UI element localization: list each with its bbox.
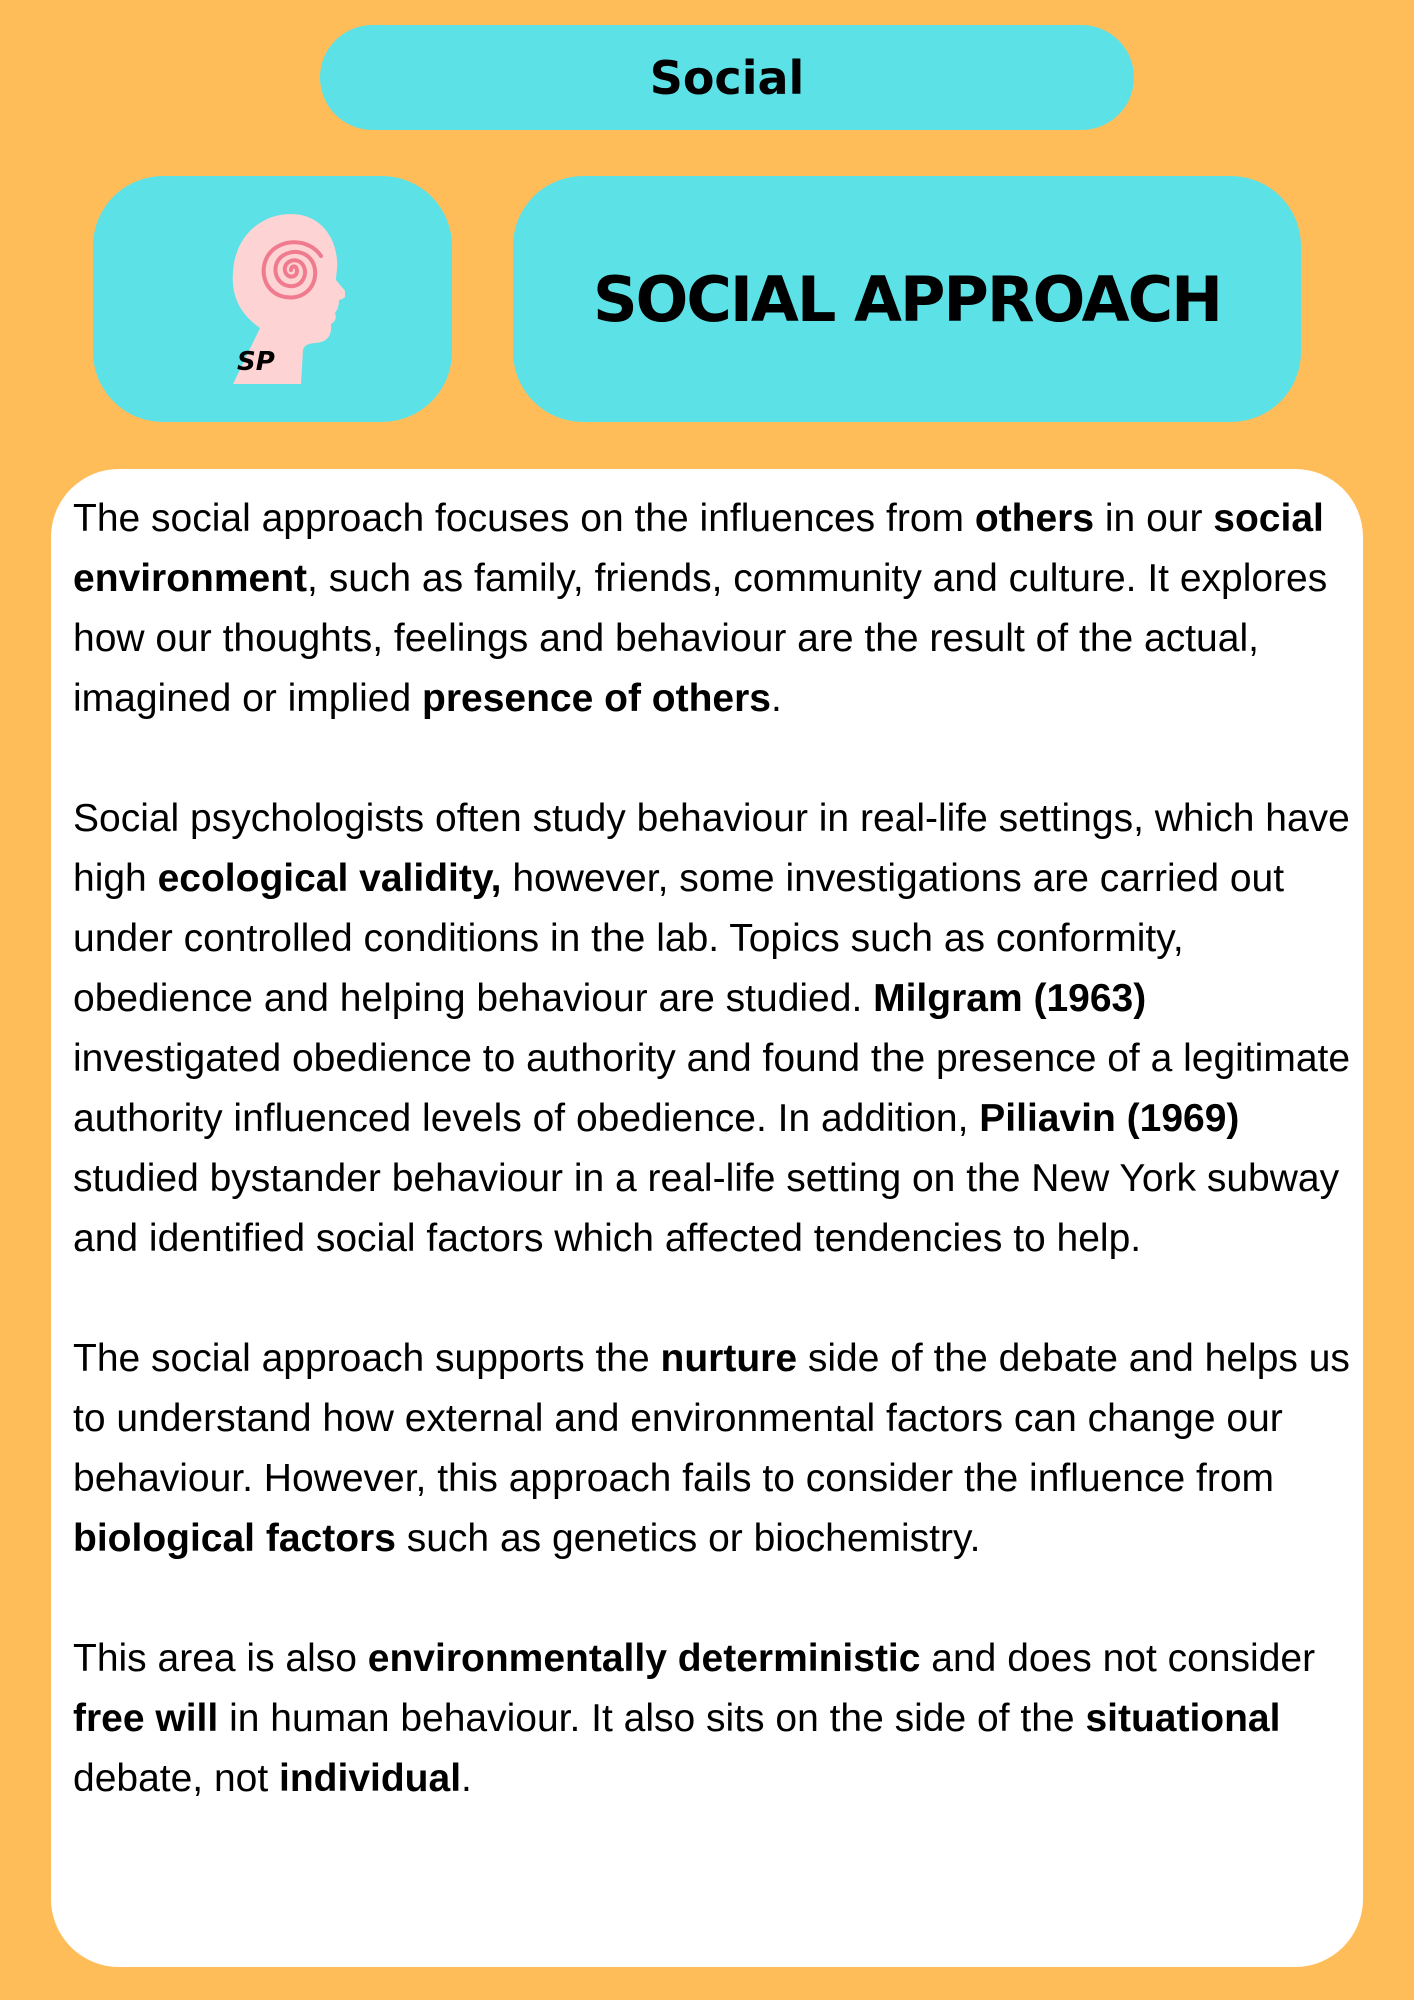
icon-initials: SP [237,347,275,377]
text-segment: Social psychologists often study behaviour in real-life settings, which have high [73,797,1350,900]
paragraph [73,1629,1353,1809]
bold-term: environmentally deterministic [367,1637,921,1680]
text-segment: however, some investigations are carried out under controlled conditions in the lab. Topics such as conformity, obedience and helping behaviour are studied. [73,857,1285,1020]
bold-term: ecological validity, [157,857,502,900]
bold-term: nurture [660,1337,798,1380]
title-panel [513,176,1301,422]
header-pill [320,25,1134,130]
text-segment: The social approach supports the [73,1337,661,1380]
bold-term: presence of others [422,677,771,720]
content-body [73,489,1353,1869]
bold-term: others [974,497,1095,540]
text-segment: . [770,677,782,720]
text-segment: The social approach focuses on the influences from [73,497,975,540]
paragraph [73,489,1353,729]
icon-panel [93,176,452,422]
bold-term: situational [1085,1697,1281,1740]
content-panel [51,469,1363,1967]
text-segment: This area is also [73,1637,368,1680]
text-segment: investigated obedience to authority and found the presence of a legitimate authority influenced levels of obedience. In addition, [73,1037,1351,1140]
bold-term: social environment [73,497,1324,600]
bold-term: biological factors [73,1517,396,1560]
text-segment: in our [1094,497,1214,540]
text-segment: debate, not [73,1757,280,1800]
page-title: SOCIAL APPROACH [592,262,1222,336]
text-segment: studied bystander behaviour in a real-life setting on the New York subway and identified social factors which affected tendencies to help. [73,1157,1340,1260]
text-segment: side of the debate and helps us to understand how external and environmental factors can change our behaviour. However, this approach fails to consider the influence from [73,1337,1350,1500]
bold-term: individual [279,1757,462,1800]
text-segment: . [461,1757,472,1800]
text-segment: and does not consider [920,1637,1316,1680]
text-segment: in human behaviour. It also sits on the side of the [218,1697,1086,1740]
header-label: Social [649,50,805,105]
bold-term: Piliavin (1969) [979,1097,1240,1140]
text-segment: , such as family, friends, community and culture. It explores how our thoughts, feelings and behaviour are the result of the actual, imagined or implied [73,557,1328,720]
paragraph [73,1329,1353,1569]
bold-term: Milgram (1963) [873,977,1147,1020]
text-segment: such as genetics or biochemistry. [395,1517,981,1560]
paragraph [73,789,1353,1269]
bold-term: free will [73,1697,219,1740]
head-spiral-icon [205,210,345,386]
